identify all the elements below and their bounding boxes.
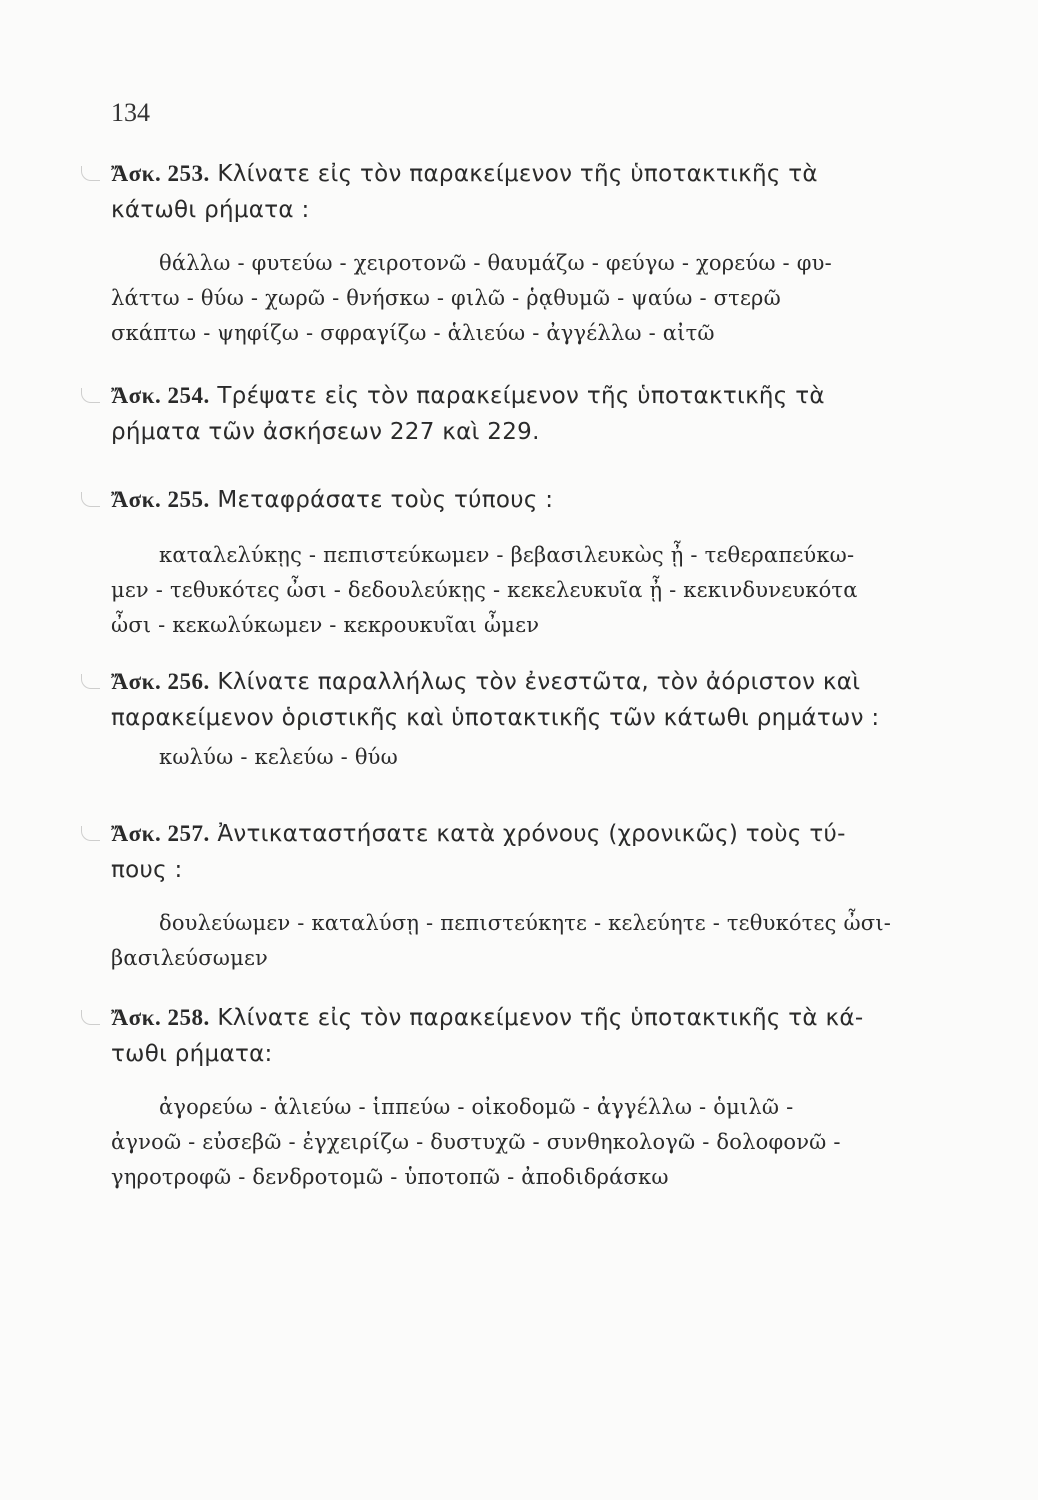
exercise-body: θάλλω - φυτεύω - χειροτονῶ - θαυμάζω - φεύγω - χορεύω - φυ- λάττω - θύω - χωρῶ - θνήσκω - φιλῶ - ῥᾳθυμῶ - ψαύω - στερῶ σκάπτω - ψηφίζω - σφραγίζω - ἁλιεύω - ἀγγέλλω - αἰτῶ xyxy=(111,251,832,345)
check-mark-icon xyxy=(81,166,100,181)
check-mark-icon xyxy=(81,492,100,507)
exercise-label: Ἄσκ. 257. xyxy=(111,821,210,846)
check-mark-icon xyxy=(81,1010,100,1025)
exercise-label: Ἄσκ. 253. xyxy=(111,161,210,186)
exercise-253 xyxy=(111,156,933,351)
page-number: 134 xyxy=(111,98,150,127)
check-mark-icon xyxy=(81,674,100,689)
exercise-instruction: Ἄσκ. 255. Μεταφράσατε τοὺς τύπους : xyxy=(111,487,554,513)
exercise-254 xyxy=(111,378,933,450)
exercise-body: ἀγορεύω - ἁλιεύω - ἱππεύω - οἰκοδομῶ - ἀγγέλλω - ὁμιλῶ - ἀγνοῶ - εὐσεβῶ - ἐγχειρίζω - δυστυχῶ - συνθηκολογῶ - δολοφονῶ - γηροτροφῶ - δενδροτομῶ - ὑποτοπῶ - ἀποδιδράσκω xyxy=(111,1095,841,1189)
exercise-instruction: Ἄσκ. 258. Κλίνατε εἰς τὸν παρακείμενον τῆς ὑποτακτικῆς τὰ κά- τωθι ρήματα: xyxy=(111,1005,864,1067)
exercise-label: Ἄσκ. 254. xyxy=(111,383,210,408)
exercise-label: Ἄσκ. 255. xyxy=(111,487,210,512)
check-mark-icon xyxy=(81,388,100,403)
exercise-instruction: Ἄσκ. 253. Κλίνατε εἰς τὸν παρακείμενον τῆς ὑποτακτικῆς τὰ κάτωθι ρήματα : xyxy=(111,161,818,223)
exercise-instruction: Ἄσκ. 257. Ἀντικαταστήσατε κατὰ χρόνους (χρονικῶς) τοὺς τύ- πους : xyxy=(111,821,846,883)
exercise-label: Ἄσκ. 256. xyxy=(111,669,210,694)
exercise-255 xyxy=(111,482,933,643)
exercise-258 xyxy=(111,1000,933,1195)
exercise-257 xyxy=(111,816,933,976)
exercise-256 xyxy=(111,664,933,775)
exercise-body: δουλεύωμεν - καταλύσῃ - πεπιστεύκητε - κελεύητε - τεθυκότες ὦσι- βασιλεύσωμεν xyxy=(111,911,892,970)
check-mark-icon xyxy=(81,826,100,841)
exercise-label: Ἄσκ. 258. xyxy=(111,1005,210,1030)
exercise-instruction: Ἄσκ. 256. Κλίνατε παραλλήλως τὸν ἐνεστῶτα, τὸν ἀόριστον καὶ παρακείμενον ὁριστικῆς καὶ ὑποτακτικῆς τῶν κάτωθι ρημάτων : xyxy=(111,669,880,731)
exercise-body: κωλύω - κελεύω - θύω xyxy=(159,745,398,769)
exercise-body: καταλελύκῃς - πεπιστεύκωμεν - βεβασιλευκὼς ᾖ - τεθεραπεύκω- μεν - τεθυκότες ὦσι - δεδουλεύκῃς - κεκελευκυῖα ᾖ - κεκινδυνευκότα ὦσι - κεκωλύκωμεν - κεκρουκυῖαι ὦμεν xyxy=(111,543,858,637)
exercise-instruction: Ἄσκ. 254. Τρέψατε εἰς τὸν παρακείμενον τῆς ὑποτακτικῆς τὰ ρήματα τῶν ἀσκήσεων 227 καὶ 229. xyxy=(111,383,825,445)
